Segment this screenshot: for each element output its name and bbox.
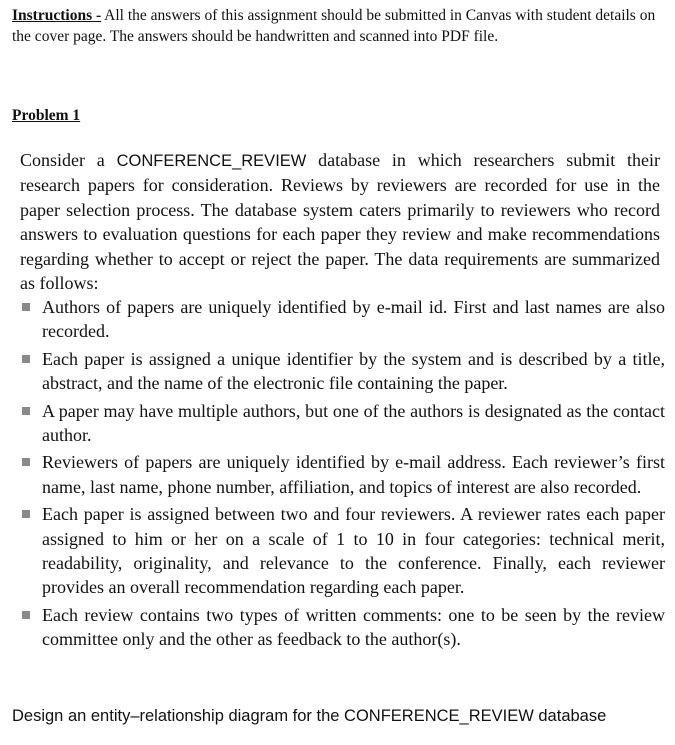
requirement-text: Authors of papers are uniquely identified by e-mail id. First and last names are also recorded. [42, 297, 665, 342]
intro-part-2: database in which researchers submit their research papers for consideration. Reviews by reviewers are recorded for use in the paper selection process. The database system caters primarily to reviewers who record answers to evaluation questions for each paper they review and make recommendations regarding whether to accept or reject the paper. The data requirements are summarized as follows: [20, 150, 661, 294]
problem-intro [20, 148, 660, 295]
design-task: Design an entity–relationship diagram for the CONFERENCE_REVIEW database [12, 707, 607, 725]
bullet-square-icon [22, 510, 30, 518]
bullet-square-icon [22, 458, 30, 466]
requirement-text: Each paper is assigned between two and four reviewers. A reviewer rates each paper assigned to him or her on a scale of 1 to 10 in four categories: technical merit, readability, originality, and relevance to the conference. Finally, each reviewer provides an overall recommendation regarding each paper. [42, 504, 665, 598]
database-name: CONFERENCE_REVIEW [116, 152, 307, 170]
instructions-text: All the answers of this assignment should be submitted in Canvas with student details on the cover page. The answers should be handwritten and scanned into PDF file. [12, 7, 656, 45]
problem-title: Problem 1 [12, 107, 81, 124]
requirement-text: Each paper is assigned a unique identifier by the system and is described by a title, abstract, and the name of the electronic file containing the paper. [42, 348, 665, 394]
requirement-item [20, 399, 665, 448]
requirement-item [20, 347, 665, 396]
requirement-item [20, 295, 665, 344]
instructions-lead: Instructions - [12, 7, 102, 24]
intro-part-1: Consider a [20, 150, 117, 170]
bullet-square-icon [22, 355, 30, 363]
requirement-item [20, 450, 665, 499]
requirements-list [20, 295, 665, 655]
requirement-text: Each review contains two types of written comments: one to be seen by the review committee only and the other as feedback to the author(s). [42, 604, 665, 650]
bullet-square-icon [22, 407, 30, 415]
requirement-text: Reviewers of papers are uniquely identified by e-mail address. Each reviewer’s first name, last name, phone number, affiliation, and topics of interest are also recorded. [42, 452, 665, 497]
requirement-item [20, 502, 665, 600]
instructions [12, 5, 672, 47]
requirement-text: A paper may have multiple authors, but one of the authors is designated as the contact author. [42, 400, 665, 446]
bullet-square-icon [22, 611, 30, 619]
bullet-square-icon [22, 303, 30, 311]
requirement-item [20, 603, 665, 652]
